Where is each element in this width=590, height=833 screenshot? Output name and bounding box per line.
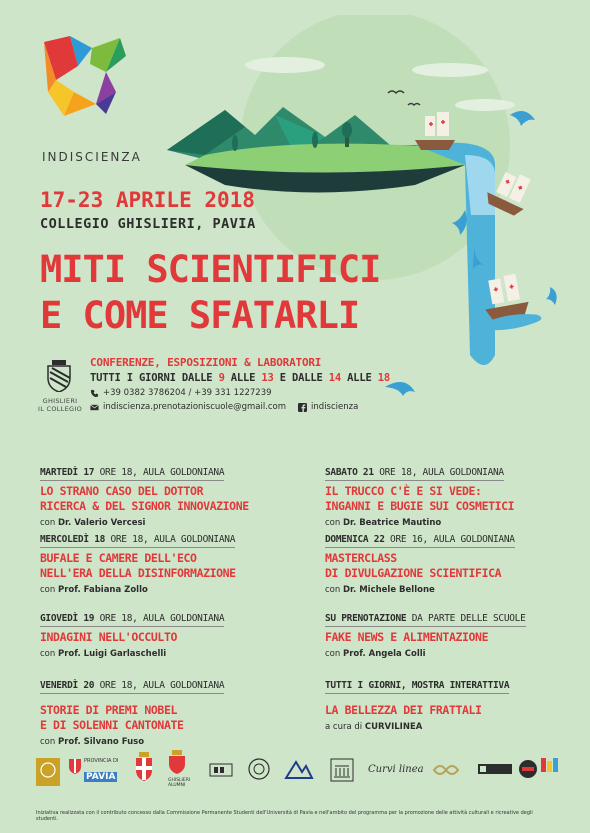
university-seal-icon [36, 758, 60, 786]
museum-logo-icon [330, 758, 354, 782]
mountain-logo-icon [284, 758, 314, 782]
info-hours: TUTTI I GIORNI DALLE 9 ALLE 13 E DALLE 14 ALLE 18 [90, 372, 391, 384]
event-dates: 17-23 APRILE 2018 [40, 188, 255, 212]
facebook-icon [298, 403, 307, 412]
event-speaker: con Dr. Michele Bellone [325, 585, 435, 595]
event-speaker: con Prof. Angela Colli [325, 649, 426, 659]
event-speaker: con Dr. Beatrice Mautino [325, 518, 442, 528]
event-item [40, 673, 300, 747]
info-subtitle: CONFERENZE, ESPOSIZIONI & LABORATORI [90, 356, 322, 369]
event-item [325, 527, 585, 595]
event-head: MARTEDÌ 17 ORE 18, AULA GOLDONIANA [40, 467, 224, 481]
event-head: TUTTI I GIORNI, MOSTRA INTERATTIVA [325, 680, 509, 694]
info-contacts [90, 402, 390, 412]
association-logo-icon [208, 760, 234, 780]
title-line-2: E COME SFATARLI [40, 294, 360, 337]
event-title: INDAGINI NELL'OCCULTO [40, 630, 177, 644]
event-item [40, 460, 300, 528]
colorful-partner-icon [540, 756, 562, 780]
infinity-logo-icon [426, 760, 466, 780]
event-title: IL TRUCCO C'È E SI VEDE: INGANNI E BUGIE SUI COSMETICI [325, 484, 515, 513]
event-head: VENERDÌ 20 ORE 18, AULA GOLDONIANA [40, 680, 224, 694]
email-icon [90, 403, 99, 412]
email-link[interactable]: indiscienza.prenotazioniscuole@gmail.com [103, 402, 287, 412]
event-venue: COLLEGIO GHISLIERI, PAVIA [40, 216, 256, 232]
event-head: GIOVEDÌ 19 ORE 18, AULA GOLDONIANA [40, 613, 224, 627]
event-speaker: con Prof. Silvano Fuso [40, 737, 145, 747]
info-phones: +39 0382 3786204 / +39 331 1227239 [90, 388, 390, 398]
event-title: STORIE DI PREMI NOBEL E DI SOLENNI CANTONATE [40, 703, 184, 732]
event-item [325, 673, 585, 732]
event-head: SU PRENOTAZIONE DA PARTE DELLE SCUOLE [325, 613, 526, 627]
event-speaker: con Prof. Fabiana Zollo [40, 585, 148, 595]
ghislieri-name: GHISLIERI IL COLLEGIO [38, 397, 82, 413]
event-head: DOMENICA 22 ORE 16, AULA GOLDONIANA [325, 534, 515, 548]
indiscienza-logo-icon [40, 32, 128, 120]
event-speaker: con Dr. Valerio Vercesi [40, 518, 146, 528]
alumni-crest-icon [168, 750, 186, 774]
info-block [90, 356, 390, 416]
event-title [40, 247, 460, 339]
event-item [325, 606, 585, 659]
event-speaker: a cura di CURVILINEA [325, 722, 423, 732]
phone-icon [90, 389, 99, 398]
event-item [325, 460, 585, 528]
event-title: BUFALE E CAMERE DELL'ECO NELL'ERA DELLA DISINFORMAZIONE [40, 551, 236, 580]
brand-name: INDISCIENZA [42, 150, 142, 164]
ghislieri-alumni-logo: GHISLIERI ALUMNI [168, 750, 190, 788]
fast-logo-icon [478, 760, 512, 780]
event-head: SABATO 21 ORE 18, AULA GOLDONIANA [325, 467, 504, 481]
event-item [40, 527, 300, 595]
event-speaker: con Prof. Luigi Garlaschelli [40, 649, 167, 659]
event-title: MASTERCLASS DI DIVULGAZIONE SCIENTIFICA [325, 551, 502, 580]
event-title: LA BELLEZZA DEI FRATTALI [325, 703, 482, 717]
footer-note: Iniziativa realizzata con il contributo concesso dalla Commissione Permanente Studenti dell'Università di Pavia e nell'ambito del programma per la promozione delle attività culturali e ricreative degli studenti. [36, 810, 533, 822]
event-head: MERCOLEDÌ 18 ORE 18, AULA GOLDONIANA [40, 534, 235, 548]
event-title: FAKE NEWS E ALIMENTAZIONE [325, 630, 489, 644]
event-item [40, 606, 300, 659]
curvilinea-logo: Curvi linea [368, 764, 424, 775]
title-line-1: MITI SCIENTIFICI [40, 248, 381, 291]
partner-badge-icon [518, 758, 538, 780]
event-title: LO STRANO CASO DEL DOTTOR RICERCA & DEL SIGNOR INNOVAZIONE [40, 484, 249, 513]
ghislieri-crest-icon [40, 358, 78, 392]
provincia-pavia-logo: PROVINCIA DI PAVIA [68, 758, 120, 783]
provincia-crest-icon [68, 758, 82, 774]
facebook-link[interactable]: indiscienza [311, 402, 359, 412]
circular-seal-icon [248, 758, 270, 780]
sponsor-logos [26, 750, 571, 798]
comune-pavia-crest-icon [134, 752, 154, 782]
